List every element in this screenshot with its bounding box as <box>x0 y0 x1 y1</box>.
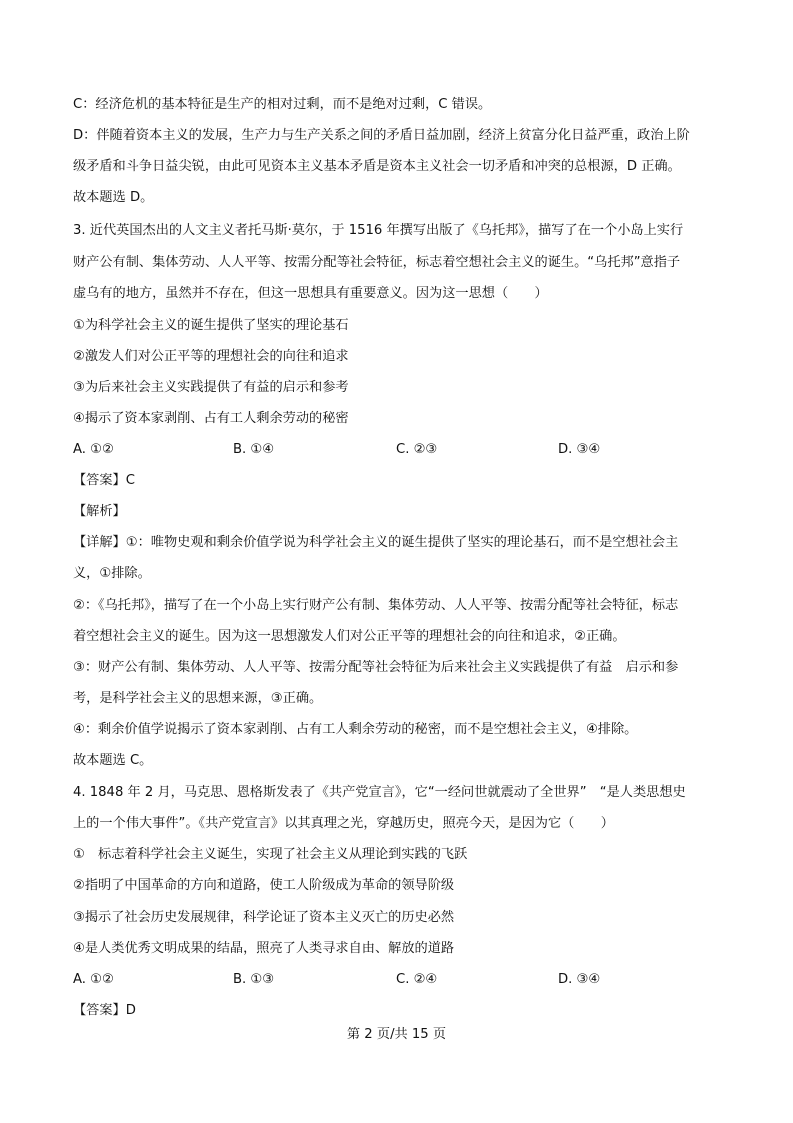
question-3-stem: 财产公有制、集体劳动、人人平等、按需分配等社会特征，标志着空想社会主义的诞生。“乌托邦”意指子 <box>73 255 681 270</box>
statement-item: ①为科学社会主义的诞生提供了坚实的理论基石 <box>73 318 349 333</box>
statement-item: ④是人类优秀文明成果的结晶，照亮了人类寻求自由、解放的道路 <box>73 941 455 956</box>
question-4-stem: 4. 1848 年 2 月，马克思、恩格斯发表了《共产党宣言》，它“一经问世就震动了全世界” “是人类思想史 <box>73 785 686 800</box>
text-line: D：伴随着资本主义的发展，生产力与生产关系之间的矛盾日益加剧，经济上贫富分化日益严重，政治上阶 <box>73 128 690 143</box>
text-line: 故本题选 D。 <box>73 190 154 205</box>
question-4-stem: 上的一个伟大事件”。《共产党宣言》以其真理之光，穿越历史，照亮今天，是因为它（ ） <box>73 816 614 831</box>
question-3-stem: 3. 近代英国杰出的人文主义者托马斯·莫尔，于 1516 年撰写出版了《乌托邦》，描写了在一个小岛上实行 <box>73 223 684 238</box>
option-a: A. ①② <box>73 442 114 457</box>
detail-line: 义，①排除。 <box>73 566 151 581</box>
detail-line: ④：剩余价值学说揭示了资本家剥削、占有工人剩余劳动的秘密，而不是空想社会主义，④排除。 <box>73 722 638 737</box>
option-c: C. ②③ <box>396 442 438 457</box>
analysis-label: 【解析】 <box>73 504 126 519</box>
text-line: C：经济危机的基本特征是生产的相对过剩，而不是绝对过剩，C 错误。 <box>73 97 492 112</box>
detail-line: ③：财产公有制、集体劳动、人人平等、按需分配等社会特征为后来社会主义实践提供了有益 启示和参 <box>73 660 679 675</box>
detail-line: 故本题选 C。 <box>73 753 153 768</box>
question-4-options <box>73 971 733 989</box>
statement-item: ③为后来社会主义实践提供了有益的启示和参考 <box>73 380 349 395</box>
statement-item: ②指明了中国革命的方向和道路，使工人阶级成为革命的领导阶级 <box>73 878 455 893</box>
detail-line: 着空想社会主义的诞生。因为这一思想激发人们对公正平等的理想社会的向往和追求，②正确。 <box>73 629 626 644</box>
option-d: D. ③④ <box>558 972 601 987</box>
option-c: C. ②④ <box>396 972 438 987</box>
page-footer: 第 2 页/共 15 页 <box>346 1027 447 1042</box>
answer-label: 【答案】D <box>73 1003 136 1018</box>
option-a: A. ①② <box>73 972 114 987</box>
option-b: B. ①④ <box>233 442 275 457</box>
question-3-stem: 虚乌有的地方，虽然并不存在，但这一思想具有重要意义。因为这一思想（ ） <box>73 286 548 301</box>
detail-line: ②：《乌托邦》，描写了在一个小岛上实行财产公有制、集体劳动、人人平等、按需分配等社会特征，标志 <box>73 598 679 613</box>
statement-item: ④揭示了资本家剥削、占有工人剩余劳动的秘密 <box>73 411 349 426</box>
text-line: 级矛盾和斗争日益尖锐，由此可见资本主义基本矛盾是资本主义社会一切矛盾和冲突的总根源，D 正确。 <box>73 159 681 174</box>
statement-item: ① 标志着科学社会主义诞生，实现了社会主义从理论到实践的飞跃 <box>73 847 468 862</box>
detail-line: 【详解】①：唯物史观和剩余价值学说为科学社会主义的诞生提供了坚实的理论基石，而不是空想社会主 <box>73 535 679 550</box>
statement-item: ②激发人们对公正平等的理想社会的向往和追求 <box>73 349 349 364</box>
option-b: B. ①③ <box>233 972 275 987</box>
answer-label: 【答案】C <box>73 473 135 488</box>
statement-item: ③揭示了社会历史发展规律，科学论证了资本主义灭亡的历史必然 <box>73 910 455 925</box>
detail-line: 考，是科学社会主义的思想来源，③正确。 <box>73 691 323 706</box>
question-3-options <box>73 441 733 459</box>
option-d: D. ③④ <box>558 442 601 457</box>
